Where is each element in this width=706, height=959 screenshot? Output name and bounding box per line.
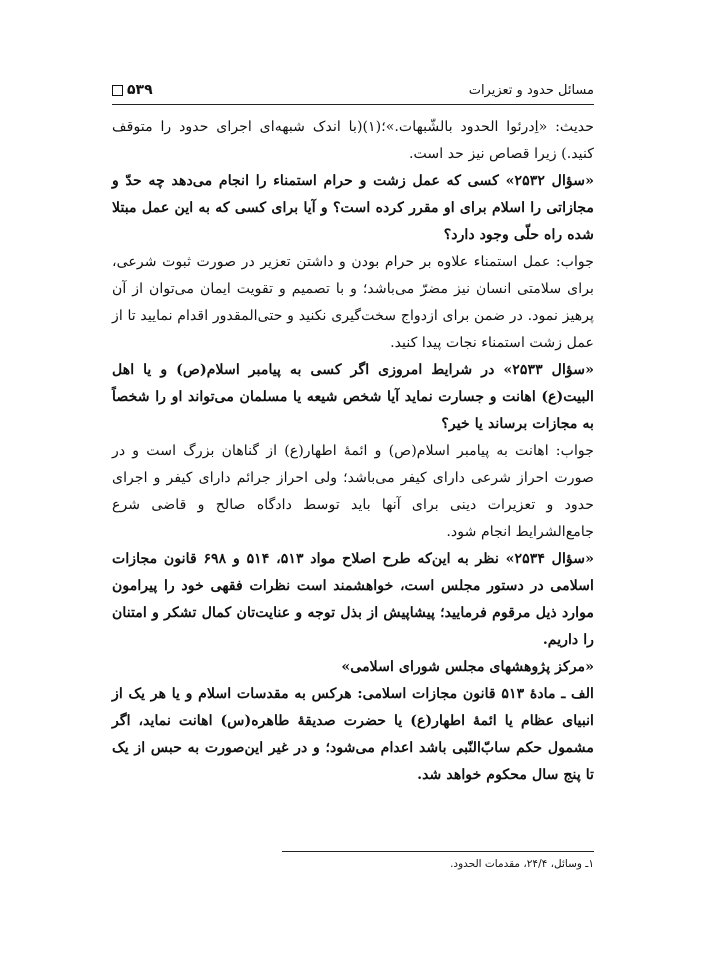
article-513: الف ـ مادهٔ ۵۱۳ قانون مجازات اسلامی: هرکس به مقدسات اسلام و یا هر یک از انبیای عظام یا ائمهٔ اطهار(ع) یا حضرت صدیقهٔ طاهره(س) اهانت نماید، اگر مشمول حکم سابّ‌النّبی باشد اعدام می‌شود؛ و در غیر این‌صورت به حبس از یک تا پنج سال محکوم خواهد شد.	[112, 686, 594, 783]
answer-2532: جواب: عمل استمناء علاوه بر حرام بودن و داشتن تعزیر در صورت ثبوت شرعی، برای سلامتی انسان نیز مضرّ می‌باشد؛ و با تصمیم و تقویت ایمان می‌توان از آن پرهیز نمود. در ضمن برای ازدواج سخت‌گیری نکنید و حتی‌المقدور اقدام نمایید تا از عمل زشت استمناء نجات پیدا کنید.	[112, 254, 594, 351]
question-2533: «سؤال ۲۵۳۳» در شرایط امروزی اگر کسی به پیامبر اسلام(ص) و یا اهل البیت(ع) اهانت و جسارت نماید آیا شخص شیعه یا مسلمان می‌تواند او را شخصاً به مجازات برساند یا خیر؟	[112, 362, 594, 432]
question-2534: «سؤال ۲۵۳۴» نظر به این‌که طرح اصلاح مواد ۵۱۳، ۵۱۴ و ۶۹۸ قانون مجازات اسلامی در دستور مجلس است، خواهشمند است نظرات فقهی خود را پیرامون موارد ذیل مرقوم فرمایید؛ پیشاپیش از بذل توجه و عنایت‌تان کمال تشکر و امتنان را داریم.	[112, 551, 594, 648]
answer-2533: جواب: اهانت به پیامبر اسلام(ص) و ائمهٔ اطهار(ع) از گناهان بزرگ است و در صورت احراز شرعی دارای کیفر می‌باشد؛ ولی احراز جرائم دارای کیفر و اجرای حدود و تعزیرات دینی برای آنها باید توسط دادگاه صالح و قاضی شرع جامع‌الشرایط انجام شود.	[112, 443, 594, 540]
running-title: مسائل حدود و تعزیرات	[468, 83, 594, 98]
header-rule	[112, 104, 594, 105]
question-source: «مرکز پژوهشهای مجلس شورای اسلامی»	[341, 659, 594, 675]
paragraph-hadith: حدیث: «اِدرئوا الحدود بالشّبهات.»؛(۱)(با اندک شبهه‌ای اجرای حدود را متوقف کنید.) زیرا قصاص نیز حد است.	[112, 119, 594, 162]
footnote-rule	[282, 851, 594, 852]
page-body	[112, 114, 594, 789]
footnote: ۱ـ وسائل، ۲۴/۴، مقدمات الحدود.	[450, 858, 594, 870]
page-number-block	[112, 82, 153, 98]
square-ornament-icon	[112, 85, 123, 96]
question-2532: «سؤال ۲۵۳۲» کسی که عمل زشت و حرام استمناء را انجام می‌دهد چه حدّ و مجازاتی را اسلام برای او مقرر کرده است؟ و آیا برای کسی که به این عمل مبتلا شده راه حلّی وجود دارد؟	[112, 173, 594, 243]
page-header	[112, 74, 594, 98]
page-number: ۵۳۹	[127, 82, 153, 98]
